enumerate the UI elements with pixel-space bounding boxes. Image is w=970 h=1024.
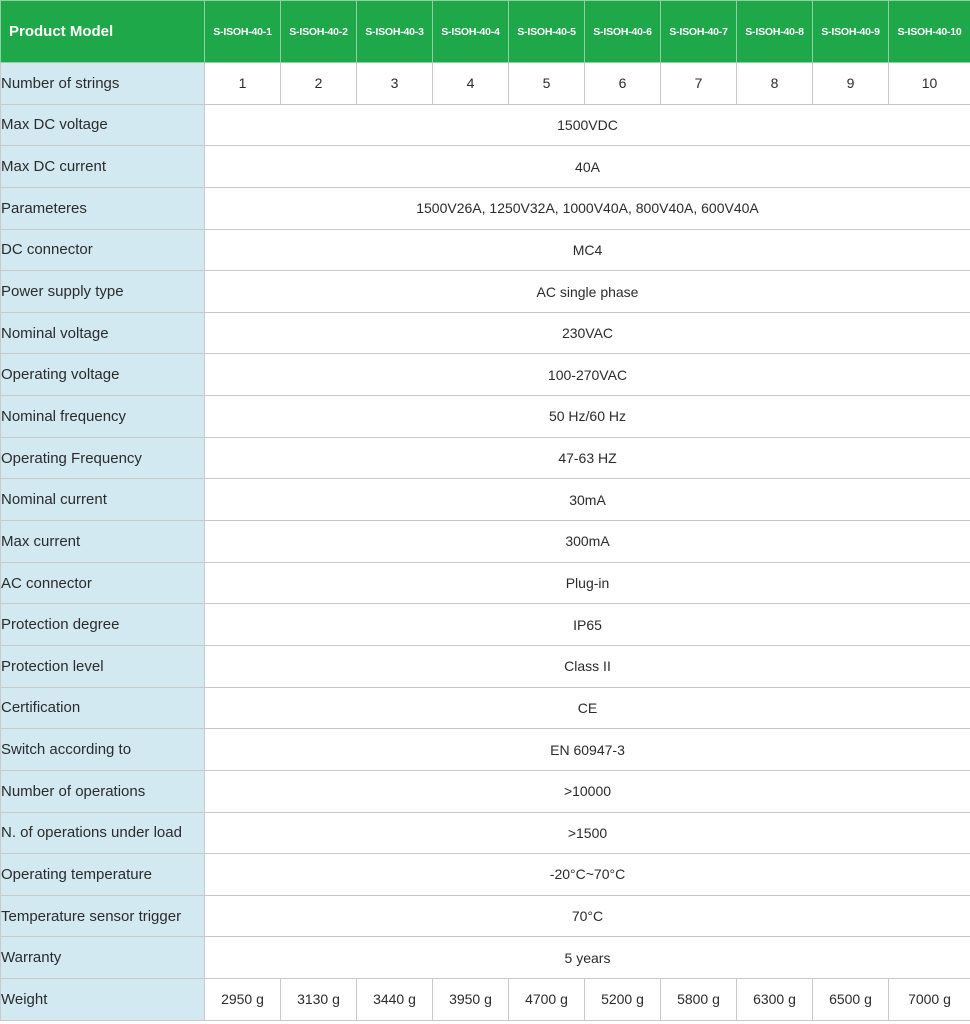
row-label: Power supply type <box>1 271 205 313</box>
row-value: 5 years <box>205 937 970 979</box>
row-label: Switch according to <box>1 729 205 771</box>
strings-value: 6 <box>585 63 661 105</box>
model-header: S-ISOH-40-2 <box>281 1 357 63</box>
spec-row <box>1 729 970 771</box>
row-label: Protection level <box>1 645 205 687</box>
model-header: S-ISOH-40-4 <box>433 1 509 63</box>
spec-row <box>1 521 970 563</box>
row-value: 1500V26A, 1250V32A, 1000V40A, 800V40A, 600V40A <box>205 187 970 229</box>
row-label: Number of strings <box>1 63 205 105</box>
model-header: S-ISOH-40-8 <box>737 1 813 63</box>
row-value: 1500VDC <box>205 104 970 146</box>
row-label: Parameteres <box>1 187 205 229</box>
model-header: S-ISOH-40-3 <box>357 1 433 63</box>
row-label: Max DC voltage <box>1 104 205 146</box>
spec-row <box>1 562 970 604</box>
weight-value: 6300 g <box>737 979 813 1021</box>
row-label: DC connector <box>1 229 205 271</box>
row-value: IP65 <box>205 604 970 646</box>
model-header: S-ISOH-40-1 <box>205 1 281 63</box>
strings-value: 5 <box>509 63 585 105</box>
strings-value: 4 <box>433 63 509 105</box>
row-label: Certification <box>1 687 205 729</box>
spec-row <box>1 604 970 646</box>
strings-row <box>1 63 970 105</box>
model-header: S-ISOH-40-6 <box>585 1 661 63</box>
weight-value: 6500 g <box>813 979 889 1021</box>
row-label: Protection degree <box>1 604 205 646</box>
row-value: MC4 <box>205 229 970 271</box>
row-value: Plug-in <box>205 562 970 604</box>
row-label: Weight <box>1 979 205 1021</box>
row-label: N. of operations under load <box>1 812 205 854</box>
row-value: >1500 <box>205 812 970 854</box>
row-value: 50 Hz/60 Hz <box>205 396 970 438</box>
spec-row <box>1 687 970 729</box>
model-header: S-ISOH-40-7 <box>661 1 737 63</box>
spec-row <box>1 645 970 687</box>
row-label: Operating temperature <box>1 854 205 896</box>
spec-row <box>1 854 970 896</box>
row-label: Nominal voltage <box>1 312 205 354</box>
weight-value: 5200 g <box>585 979 661 1021</box>
spec-row <box>1 895 970 937</box>
row-value: 100-270VAC <box>205 354 970 396</box>
row-value: CE <box>205 687 970 729</box>
spec-row <box>1 937 970 979</box>
spec-row <box>1 146 970 188</box>
row-value: 230VAC <box>205 312 970 354</box>
weight-value: 2950 g <box>205 979 281 1021</box>
spec-row <box>1 354 970 396</box>
row-value: 30mA <box>205 479 970 521</box>
weight-row <box>1 979 970 1021</box>
weight-value: 3440 g <box>357 979 433 1021</box>
spec-row <box>1 812 970 854</box>
weight-value: 3950 g <box>433 979 509 1021</box>
spec-row <box>1 396 970 438</box>
row-label: Nominal frequency <box>1 396 205 438</box>
weight-value: 7000 g <box>889 979 970 1021</box>
spec-row <box>1 312 970 354</box>
weight-value: 5800 g <box>661 979 737 1021</box>
row-value: 47-63 HZ <box>205 437 970 479</box>
strings-value: 3 <box>357 63 433 105</box>
row-label: Number of operations <box>1 770 205 812</box>
model-header: S-ISOH-40-5 <box>509 1 585 63</box>
row-value: EN 60947-3 <box>205 729 970 771</box>
weight-value: 3130 g <box>281 979 357 1021</box>
row-label: Operating voltage <box>1 354 205 396</box>
strings-value: 10 <box>889 63 970 105</box>
spec-row <box>1 104 970 146</box>
header-label: Product Model <box>1 1 205 63</box>
row-label: Max DC current <box>1 146 205 188</box>
spec-row <box>1 271 970 313</box>
strings-value: 2 <box>281 63 357 105</box>
spec-row <box>1 479 970 521</box>
row-value: 300mA <box>205 521 970 563</box>
row-value: -20°C~70°C <box>205 854 970 896</box>
row-label: Max current <box>1 521 205 563</box>
row-label: AC connector <box>1 562 205 604</box>
row-value: 70°C <box>205 895 970 937</box>
row-label: Temperature sensor trigger <box>1 895 205 937</box>
spec-row <box>1 187 970 229</box>
row-label: Warranty <box>1 937 205 979</box>
model-header: S-ISOH-40-10 <box>889 1 970 63</box>
strings-value: 7 <box>661 63 737 105</box>
spec-row <box>1 770 970 812</box>
row-value: AC single phase <box>205 271 970 313</box>
row-label: Operating Frequency <box>1 437 205 479</box>
header-row <box>1 1 970 63</box>
row-value: Class II <box>205 645 970 687</box>
weight-value: 4700 g <box>509 979 585 1021</box>
row-label: Nominal current <box>1 479 205 521</box>
strings-value: 8 <box>737 63 813 105</box>
spec-row <box>1 229 970 271</box>
model-header: S-ISOH-40-9 <box>813 1 889 63</box>
strings-value: 1 <box>205 63 281 105</box>
strings-value: 9 <box>813 63 889 105</box>
row-value: >10000 <box>205 770 970 812</box>
row-value: 40A <box>205 146 970 188</box>
spec-row <box>1 437 970 479</box>
